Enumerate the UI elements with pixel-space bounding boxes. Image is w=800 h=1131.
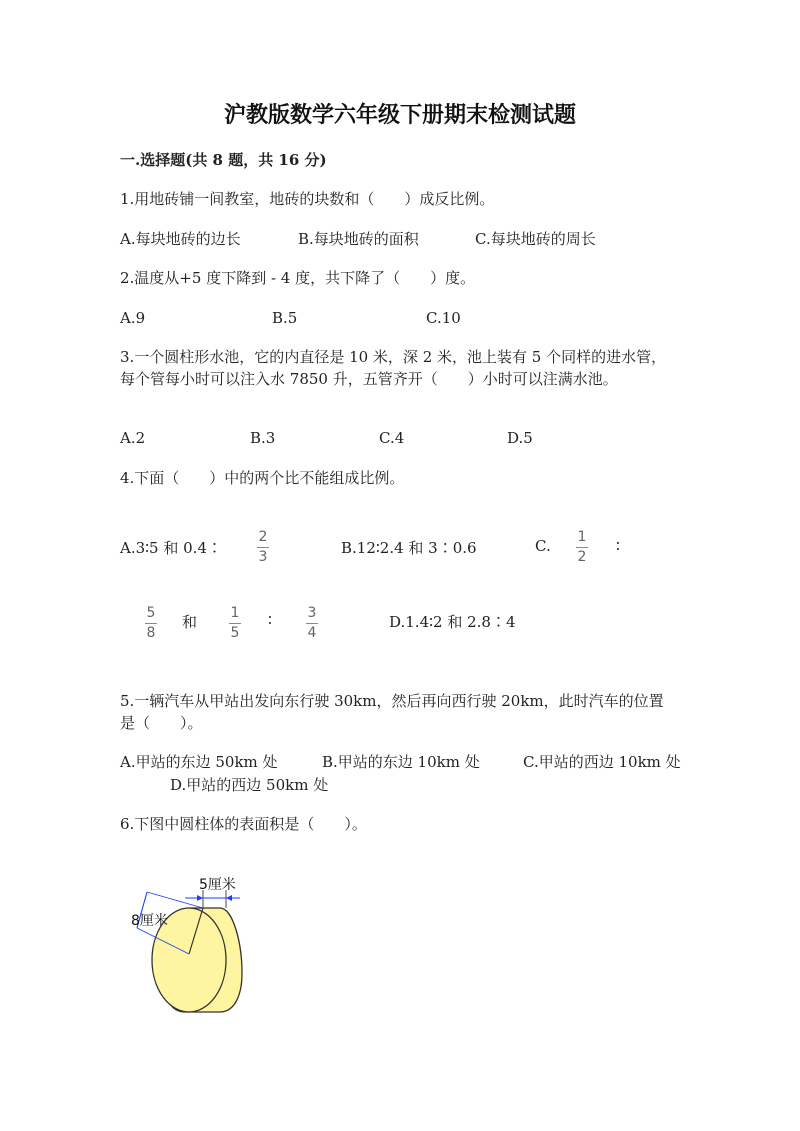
fraction-numerator: 3 [307,605,317,621]
q1-option-c: C.每块地砖的周长 [475,230,596,248]
q3-option-c: C.4 [379,429,405,447]
q3-option-d: D.5 [507,429,533,447]
fraction-numerator: 1 [230,605,240,621]
fraction-denominator: 8 [146,625,156,641]
q4-fraction-1-5 [229,605,241,642]
question-1: 1.用地砖铺一间教室，地砖的块数和（ ）成反比例。 [120,190,495,208]
question-3: 3.一个圆柱形水池，它的内直径是 10 米，深 2 米，池上装有 5 个同样的进水管，每个管每小时可以注入水 7850 升，五管齐开（ ）小时可以注满水池。 [120,348,667,388]
question-2: 2.温度从+5 度下降到 - 4 度，共下降了（ ）度。 [120,269,476,287]
q4-option-b: B.12∶2.4 和 3∶0.6 [341,539,477,557]
q4-colon: ∶ [616,537,620,555]
height-label: 5厘米 [199,877,236,893]
fraction-denominator: 3 [258,549,268,565]
fraction-denominator: 5 [230,625,240,641]
fraction-numerator: 2 [258,529,268,545]
q5-option-c: C.甲站的西边 10km 处 [523,753,681,771]
fraction-numerator: 5 [146,605,156,621]
q3-option-a: A.2 [120,429,146,447]
q4-colon-2: ∶ [268,611,272,629]
q4-option-a: A.3∶5 和 0.4∶ [120,539,222,557]
q1-option-b: B.每块地砖的面积 [298,230,419,248]
question-4: 4.下面（ ）中的两个比不能组成比例。 [120,469,405,487]
q2-option-a: A.9 [120,309,146,327]
q3-option-b: B.3 [250,429,276,447]
fraction-denominator: 2 [577,549,587,565]
question-5: 5.一辆汽车从甲站出发向东行驶 30km，然后再向西行驶 20km，此时汽车的位置是（ ）。 [120,692,664,732]
q4-option-d: D.1.4∶2 和 2.8∶4 [389,613,516,631]
q4-and: 和 [182,613,198,631]
fraction-denominator: 4 [307,625,317,641]
question-6: 6.下图中圆柱体的表面积是（ ）。 [120,815,367,833]
q5-option-a: A.甲站的东边 50km 处 [120,753,278,771]
fraction-numerator: 1 [577,529,587,545]
q4-option-c-fraction [576,529,588,566]
q5-option-d: D.甲站的西边 50km 处 [170,776,329,794]
q4-fraction-5-8 [145,605,157,642]
q2-option-b: B.5 [272,309,298,327]
q4-option-c: C. [535,537,551,555]
q1-option-a: A.每块地砖的边长 [120,230,241,248]
page-title: 沪教版数学六年级下册期末检测试题 [223,102,576,128]
q2-option-c: C.10 [426,309,461,327]
q4-option-a-fraction [257,529,269,566]
q5-option-b: B.甲站的东边 10km 处 [322,753,480,771]
radius-label: 8厘米 [131,913,168,929]
q4-fraction-3-4 [306,605,318,642]
section-heading: 一.选择题(共 8 题，共 16 分) [120,151,327,169]
cylinder-figure [125,868,265,1018]
